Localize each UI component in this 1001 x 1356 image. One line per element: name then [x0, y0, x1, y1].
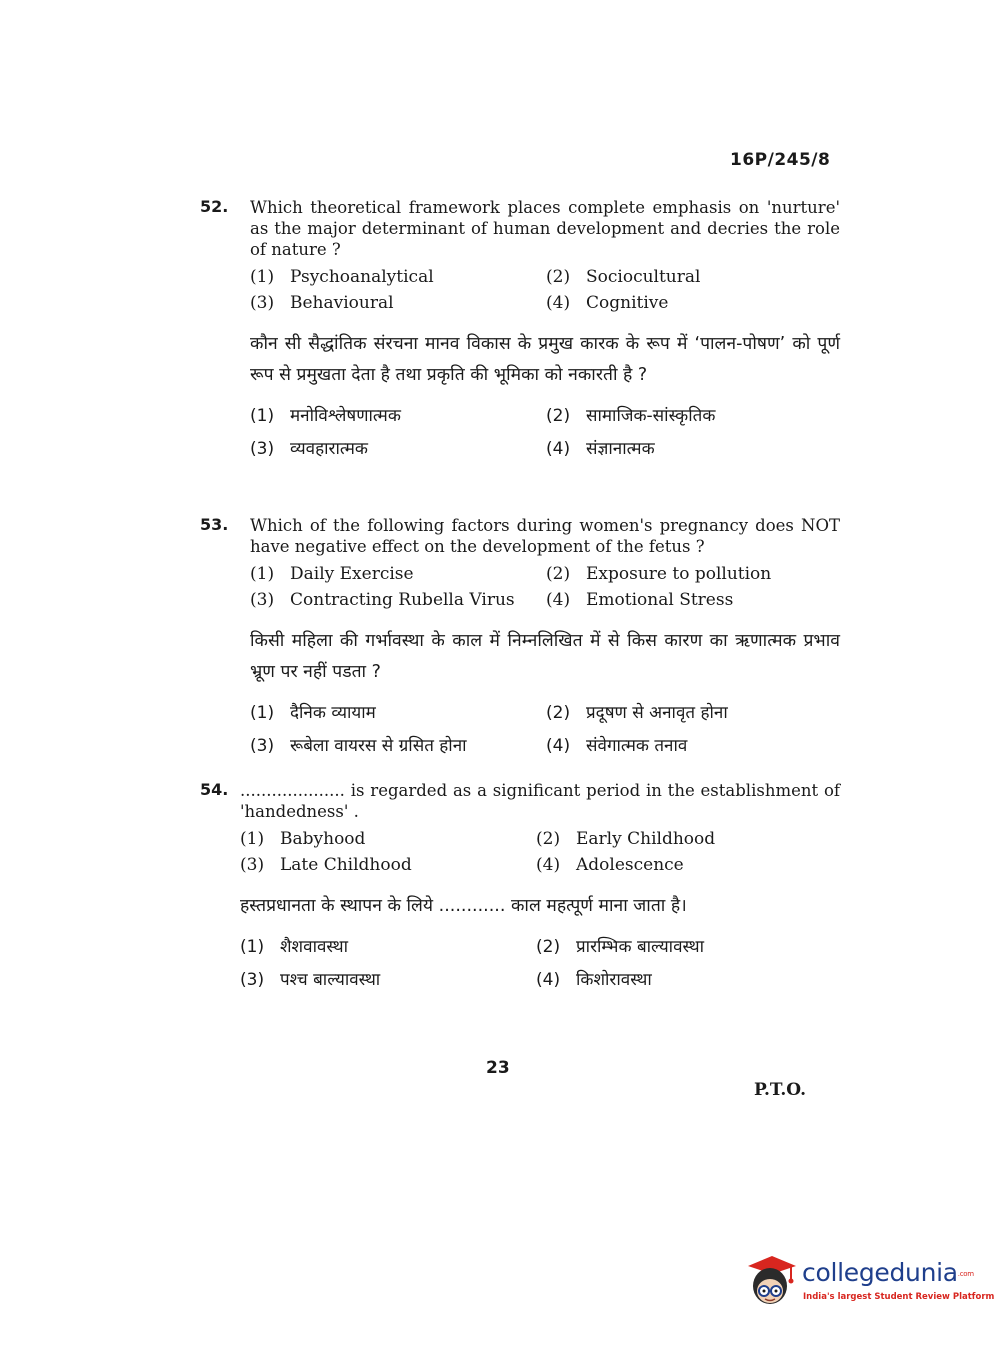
- fill-in-blank: ....................: [240, 781, 345, 800]
- option-label: दैनिक व्यायाम: [290, 703, 376, 723]
- options-english: [250, 267, 840, 313]
- option-label: शैशवावस्था: [280, 937, 348, 957]
- option-1-hindi: [250, 700, 546, 723]
- question-52: [200, 197, 840, 459]
- student-mascot-icon: [742, 1252, 800, 1310]
- option-2: [546, 267, 842, 287]
- option-number: (3): [250, 439, 275, 459]
- option-number: (4): [546, 590, 571, 610]
- option-label: Cognitive: [586, 293, 669, 313]
- option-label: संवेगात्मक तनाव: [586, 736, 688, 756]
- question-text-rest: is regarded as a significant period in the establishment of 'handedness' .: [240, 781, 840, 821]
- option-number: (1): [250, 703, 275, 723]
- option-label: किशोरावस्था: [576, 970, 652, 990]
- question-53: [200, 515, 840, 756]
- option-number: (2): [536, 829, 561, 849]
- question-text-english: [240, 780, 840, 822]
- option-4: [546, 590, 842, 610]
- option-3: [240, 855, 536, 875]
- option-label: प्रदूषण से अनावृत होना: [586, 703, 728, 723]
- question-text-english: Which theoretical framework places complete emphasis on 'nurture' as the major determinant of human development and decries the role of nature ?: [250, 198, 840, 259]
- hindi-text-after: काल महत्पूर्ण माना जाता है।: [510, 896, 687, 916]
- page-number: 23: [486, 1058, 510, 1078]
- logo-wordmark: collegedunia.com: [802, 1258, 974, 1287]
- option-3: [250, 293, 546, 313]
- option-1: [250, 564, 546, 584]
- option-label: सामाजिक-सांस्कृतिक: [586, 406, 716, 426]
- option-number: (3): [240, 855, 265, 875]
- question-text-hindi: [240, 891, 840, 922]
- option-3-hindi: [250, 733, 546, 756]
- option-1: [250, 267, 546, 287]
- option-label: संज्ञानात्मक: [586, 439, 655, 459]
- option-1-hindi: [250, 403, 546, 426]
- option-number: (4): [536, 855, 561, 875]
- option-number: (1): [240, 937, 265, 957]
- option-number: (3): [250, 590, 275, 610]
- option-2: [546, 564, 842, 584]
- option-number: (4): [546, 293, 571, 313]
- option-label: रूबेला वायरस से ग्रसित होना: [290, 736, 467, 756]
- option-number: (2): [536, 937, 561, 957]
- option-number: (3): [250, 293, 275, 313]
- options-hindi: [250, 403, 840, 459]
- fill-in-blank: ............: [438, 896, 506, 916]
- pto-label: P.T.O.: [754, 1080, 806, 1100]
- options-hindi: [240, 934, 840, 990]
- option-4-hindi: [546, 436, 842, 459]
- option-number: (2): [546, 267, 571, 287]
- option-number: (4): [546, 439, 571, 459]
- option-3-hindi: [250, 436, 546, 459]
- option-4-hindi: [536, 967, 832, 990]
- options-english: [240, 829, 840, 875]
- option-label: Sociocultural: [586, 267, 701, 287]
- question-54: [200, 780, 840, 990]
- option-label: पश्च बाल्यावस्था: [280, 970, 381, 990]
- option-4: [546, 293, 842, 313]
- logo-dotcom: .com: [957, 1270, 974, 1278]
- option-2-hindi: [546, 403, 842, 426]
- collegedunia-logo: [742, 1252, 995, 1312]
- option-label: Daily Exercise: [290, 564, 414, 584]
- option-label: Emotional Stress: [586, 590, 734, 610]
- option-number: (4): [546, 736, 571, 756]
- option-number: (3): [250, 736, 275, 756]
- options-english: [250, 564, 840, 610]
- option-label: मनोविश्लेषणात्मक: [290, 406, 401, 426]
- option-number: (1): [250, 564, 275, 584]
- option-number: (2): [546, 564, 571, 584]
- option-number: (4): [536, 970, 561, 990]
- option-2: [536, 829, 832, 849]
- logo-tagline: India's largest Student Review Platform: [803, 1292, 995, 1302]
- option-label: Late Childhood: [280, 855, 412, 875]
- option-number: (1): [250, 267, 275, 287]
- option-number: (3): [240, 970, 265, 990]
- option-label: Contracting Rubella Virus: [290, 590, 515, 610]
- paper-code: 16P/245/8: [730, 150, 831, 170]
- option-3: [250, 590, 546, 610]
- option-label: Psychoanalytical: [290, 267, 434, 287]
- option-4: [536, 855, 832, 875]
- option-number: (2): [546, 406, 571, 426]
- option-label: Behavioural: [290, 293, 394, 313]
- option-3-hindi: [240, 967, 536, 990]
- option-label: Exposure to pollution: [586, 564, 772, 584]
- question-number: 54.: [200, 780, 229, 799]
- question-text-hindi: कौन सी सैद्धांतिक संरचना मानव विकास के प्रमुख कारक के रूप में ‘पालन-पोषण’ को पूर्ण रूप से प्रमुखता देता है तथा प्रकृति की भूमिका को नकारती है ?: [250, 334, 840, 385]
- options-hindi: [250, 700, 840, 756]
- option-2-hindi: [536, 934, 832, 957]
- option-1-hindi: [240, 934, 536, 957]
- option-number: (2): [546, 703, 571, 723]
- option-label: प्रारम्भिक बाल्यावस्था: [576, 937, 705, 957]
- option-label: Adolescence: [576, 855, 684, 875]
- option-number: (1): [240, 829, 265, 849]
- option-label: Early Childhood: [576, 829, 716, 849]
- option-label: व्यवहारात्मक: [290, 439, 368, 459]
- question-text-english: Which of the following factors during women's pregnancy does NOT have negative effect on the development of the fetus ?: [250, 516, 840, 556]
- option-1: [240, 829, 536, 849]
- option-4-hindi: [546, 733, 842, 756]
- option-label: Babyhood: [280, 829, 366, 849]
- question-number: 52.: [200, 197, 229, 216]
- option-2-hindi: [546, 700, 842, 723]
- option-number: (1): [250, 406, 275, 426]
- question-number: 53.: [200, 515, 229, 534]
- question-text-hindi: किसी महिला की गर्भावस्था के काल में निम्नलिखित में से किस कारण का ऋणात्मक प्रभाव भ्रूण पर नहीं पडता ?: [250, 631, 840, 682]
- hindi-text-before: हस्तप्रधानता के स्थापन के लिये: [240, 896, 434, 916]
